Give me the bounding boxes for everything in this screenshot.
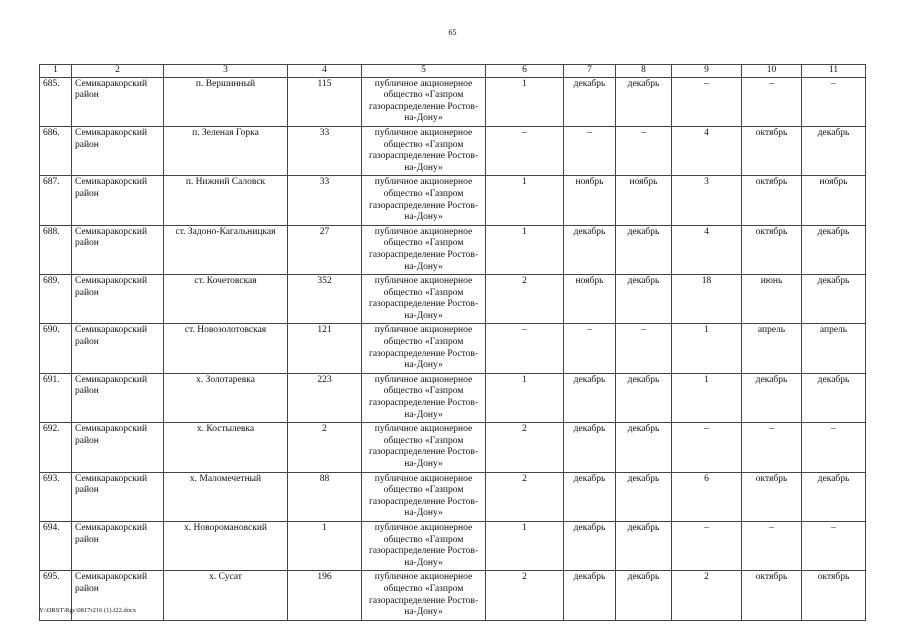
cell-c6: 2 [486,571,564,620]
cell-n: 693. [40,472,72,521]
column-header-5: 5 [362,65,486,78]
cell-c11: декабрь [802,373,866,422]
cell-c9: – [672,423,742,472]
table-row [40,126,866,175]
cell-c10: октябрь [742,126,802,175]
data-table [39,64,866,621]
table-row [40,521,866,570]
header-row [40,65,866,78]
cell-n: 694. [40,521,72,570]
cell-c4: 121 [288,324,362,373]
cell-c7: декабрь [564,423,616,472]
cell-c6: 2 [486,472,564,521]
cell-n: 690. [40,324,72,373]
cell-c10: – [742,77,802,126]
cell-c9: 1 [672,373,742,422]
cell-c6: 1 [486,176,564,225]
cell-c10: октябрь [742,472,802,521]
cell-c4: 1 [288,521,362,570]
cell-n: 695. [40,571,72,620]
column-header-3: 3 [164,65,288,78]
cell-locality: х. Сусат [164,571,288,620]
cell-c7: декабрь [564,373,616,422]
cell-c4: 33 [288,176,362,225]
cell-c6: 2 [486,423,564,472]
cell-c7: декабрь [564,571,616,620]
cell-c4: 223 [288,373,362,422]
cell-n: 686. [40,126,72,175]
cell-c10: – [742,423,802,472]
cell-c10: – [742,521,802,570]
cell-c10: апрель [742,324,802,373]
table-row [40,571,866,620]
table-body [40,77,866,620]
table-row [40,176,866,225]
cell-c9: – [672,77,742,126]
cell-locality: х. Костылевка [164,423,288,472]
cell-c8: декабрь [616,275,672,324]
table-row [40,373,866,422]
cell-c6: 1 [486,225,564,274]
table-row [40,225,866,274]
cell-org: публичное акционерное общество «Газпром газораспределение Ростов-на-Дону» [362,472,486,521]
cell-org: публичное акционерное общество «Газпром газораспределение Ростов-на-Дону» [362,324,486,373]
cell-c8: ноябрь [616,176,672,225]
table-row [40,423,866,472]
cell-c7: – [564,324,616,373]
cell-c6: – [486,324,564,373]
cell-district: Семикаракорский район [72,77,164,126]
cell-locality: х. Новоромановский [164,521,288,570]
column-header-1: 1 [40,65,72,78]
cell-org: публичное акционерное общество «Газпром газораспределение Ростов-на-Дону» [362,126,486,175]
cell-c7: декабрь [564,521,616,570]
cell-district: Семикаракорский район [72,521,164,570]
cell-c4: 27 [288,225,362,274]
cell-c11: апрель [802,324,866,373]
cell-c8: декабрь [616,225,672,274]
cell-c9: – [672,521,742,570]
cell-c10: октябрь [742,176,802,225]
cell-c7: ноябрь [564,176,616,225]
cell-c11: – [802,423,866,472]
cell-c6: 1 [486,373,564,422]
cell-c6: 1 [486,77,564,126]
cell-c11: декабрь [802,275,866,324]
cell-c9: 4 [672,225,742,274]
cell-c8: декабрь [616,373,672,422]
cell-district: Семикаракорский район [72,324,164,373]
column-header-10: 10 [742,65,802,78]
cell-district: Семикаракорский район [72,126,164,175]
cell-org: публичное акционерное общество «Газпром газораспределение Ростов-на-Дону» [362,176,486,225]
cell-c7: декабрь [564,472,616,521]
cell-c8: – [616,324,672,373]
table-row [40,77,866,126]
cell-org: публичное акционерное общество «Газпром газораспределение Ростов-на-Дону» [362,275,486,324]
cell-c6: – [486,126,564,175]
cell-c8: декабрь [616,77,672,126]
cell-c4: 196 [288,571,362,620]
cell-locality: п. Зеленая Горка [164,126,288,175]
column-header-8: 8 [616,65,672,78]
cell-c7: декабрь [564,77,616,126]
cell-c7: ноябрь [564,275,616,324]
cell-n: 692. [40,423,72,472]
column-header-7: 7 [564,65,616,78]
cell-district: Семикаракорский район [72,275,164,324]
cell-c7: – [564,126,616,175]
cell-n: 687. [40,176,72,225]
cell-c9: 2 [672,571,742,620]
column-header-9: 9 [672,65,742,78]
cell-c11: декабрь [802,472,866,521]
cell-locality: п. Нижний Саловск [164,176,288,225]
cell-c4: 88 [288,472,362,521]
cell-c7: декабрь [564,225,616,274]
cell-org: публичное акционерное общество «Газпром газораспределение Ростов-на-Дону» [362,373,486,422]
cell-c11: ноябрь [802,176,866,225]
cell-c11: – [802,77,866,126]
cell-district: Семикаракорский район [72,225,164,274]
cell-district: Семикаракорский район [72,423,164,472]
cell-c9: 3 [672,176,742,225]
cell-locality: ст. Задоно-Кагальницкая [164,225,288,274]
cell-c9: 1 [672,324,742,373]
cell-org: публичное акционерное общество «Газпром газораспределение Ростов-на-Дону» [362,571,486,620]
footer-file-path: Y:\ORST\Rgc\0817r216 (1).f22.docx [39,607,137,614]
cell-c11: декабрь [802,225,866,274]
cell-locality: х. Маломечетный [164,472,288,521]
cell-locality: п. Вершинный [164,77,288,126]
page-number: 65 [448,28,457,37]
cell-c8: декабрь [616,472,672,521]
cell-c8: декабрь [616,423,672,472]
cell-c11: октябрь [802,571,866,620]
cell-c9: 4 [672,126,742,175]
table-row [40,472,866,521]
cell-c6: 1 [486,521,564,570]
cell-locality: ст. Кочетовская [164,275,288,324]
cell-org: публичное акционерное общество «Газпром газораспределение Ростов-на-Дону» [362,423,486,472]
cell-c8: декабрь [616,521,672,570]
cell-district: Семикаракорский район [72,571,164,620]
column-header-11: 11 [802,65,866,78]
cell-locality: х. Золотаревка [164,373,288,422]
cell-c9: 6 [672,472,742,521]
cell-n: 691. [40,373,72,422]
cell-c6: 2 [486,275,564,324]
cell-c10: октябрь [742,225,802,274]
cell-c9: 18 [672,275,742,324]
cell-org: публичное акционерное общество «Газпром газораспределение Ростов-на-Дону» [362,225,486,274]
cell-c4: 352 [288,275,362,324]
cell-c10: июнь [742,275,802,324]
cell-c10: декабрь [742,373,802,422]
cell-district: Семикаракорский район [72,176,164,225]
column-header-4: 4 [288,65,362,78]
cell-c8: декабрь [616,571,672,620]
column-header-6: 6 [486,65,564,78]
table-row [40,324,866,373]
cell-district: Семикаракорский район [72,472,164,521]
cell-org: публичное акционерное общество «Газпром газораспределение Ростов-на-Дону» [362,521,486,570]
table-row [40,275,866,324]
cell-district: Семикаракорский район [72,373,164,422]
cell-c4: 33 [288,126,362,175]
cell-n: 685. [40,77,72,126]
column-header-2: 2 [72,65,164,78]
cell-c11: декабрь [802,126,866,175]
cell-locality: ст. Новозолотовская [164,324,288,373]
cell-org: публичное акционерное общество «Газпром газораспределение Ростов-на-Дону» [362,77,486,126]
cell-c10: октябрь [742,571,802,620]
cell-n: 689. [40,275,72,324]
cell-c8: – [616,126,672,175]
cell-n: 688. [40,225,72,274]
cell-c4: 2 [288,423,362,472]
cell-c11: – [802,521,866,570]
cell-c4: 115 [288,77,362,126]
